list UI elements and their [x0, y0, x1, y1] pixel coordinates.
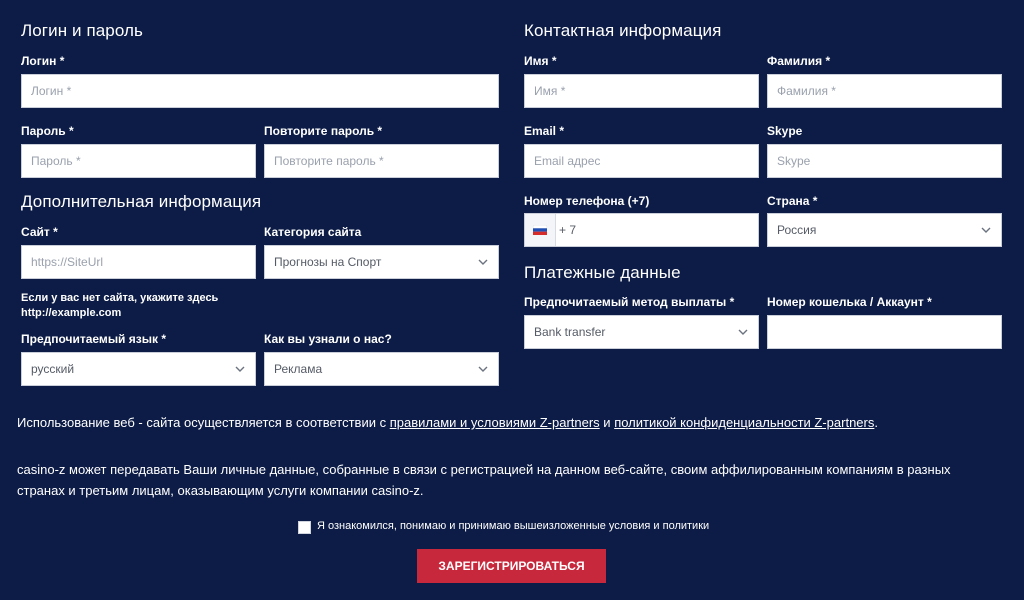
category-label: Категория сайта: [264, 225, 362, 239]
repeat-password-input[interactable]: Повторите пароль *: [264, 144, 499, 178]
terms-paragraph: [17, 412, 1007, 433]
source-label: Как вы узнали о нас?: [264, 332, 392, 346]
chevron-down-icon: [478, 246, 488, 278]
login-label: Логин *: [21, 54, 65, 68]
phone-label: Номер телефона (+7): [524, 194, 650, 208]
terms-text-3: .: [874, 415, 878, 430]
language-label: Предпочитаемый язык *: [21, 332, 166, 346]
privacy-policy-link[interactable]: политикой конфиденциальности Z-partners: [614, 415, 875, 430]
terms-rules-link[interactable]: правилами и условиями Z-partners: [389, 415, 600, 430]
first-name-label: Имя *: [524, 54, 557, 68]
chevron-down-icon: [981, 214, 991, 246]
phone-input[interactable]: [524, 213, 759, 247]
source-select[interactable]: [264, 352, 499, 386]
data-sharing-paragraph: casino-z может передавать Ваши личные данные, собранные в связи с регистрацией на данном веб-сайте, своим аффилированным компаниям в разных странах и третьим лицам, оказывающим услуги компании casino-z.: [17, 462, 951, 498]
password-input[interactable]: Пароль *: [21, 144, 256, 178]
phone-value: + 7: [559, 223, 577, 237]
payment-section-title: Платежные данные: [524, 263, 681, 282]
register-button[interactable]: ЗАРЕГИСТРИРОВАТЬСЯ: [417, 549, 606, 583]
login-input[interactable]: Логин *: [21, 74, 499, 108]
login-section-title: Логин и пароль: [21, 21, 144, 40]
first-name-input[interactable]: Имя *: [524, 74, 759, 108]
site-note-line1: Если у вас нет сайта, укажите здесь: [21, 292, 219, 304]
language-select[interactable]: [21, 352, 256, 386]
skype-input[interactable]: Skype: [767, 144, 1002, 178]
agree-label: Я ознакомился, понимаю и принимаю вышеизложенные условия и политики: [317, 520, 710, 532]
repeat-password-label: Повторите пароль *: [264, 124, 383, 138]
skype-label: Skype: [767, 124, 803, 138]
site-label: Сайт *: [21, 225, 58, 239]
chevron-down-icon: [235, 353, 245, 385]
country-label: Страна *: [767, 194, 818, 208]
terms-text-2: и: [599, 415, 615, 430]
language-value: русский: [31, 362, 75, 376]
chevron-down-icon: [738, 316, 748, 348]
last-name-label: Фамилия *: [767, 54, 831, 68]
payout-select[interactable]: [524, 315, 759, 349]
category-value: Прогнозы на Спорт: [274, 255, 382, 269]
russia-flag-icon[interactable]: [525, 214, 556, 246]
agree-checkbox[interactable]: [298, 521, 311, 534]
last-name-input[interactable]: Фамилия *: [767, 74, 1002, 108]
wallet-input[interactable]: [767, 315, 1002, 349]
contact-section-title: Контактная информация: [524, 21, 722, 40]
category-select[interactable]: [264, 245, 499, 279]
email-input[interactable]: Email адрес: [524, 144, 759, 178]
country-select[interactable]: [767, 213, 1002, 247]
payout-label: Предпочитаемый метод выплаты *: [524, 295, 735, 309]
site-input[interactable]: https://SiteUrl: [21, 245, 256, 279]
password-label: Пароль *: [21, 124, 74, 138]
site-note-line2: http://example.com: [21, 307, 122, 319]
payout-value: Bank transfer: [534, 325, 606, 339]
source-value: Реклама: [274, 362, 323, 376]
additional-section-title: Дополнительная информация: [21, 192, 262, 211]
email-label: Email *: [524, 124, 565, 138]
country-value: Россия: [777, 223, 817, 237]
terms-text-1: Использование веб - сайта осуществляется в соответствии с: [17, 415, 390, 430]
wallet-label: Номер кошелька / Аккаунт *: [767, 295, 932, 309]
chevron-down-icon: [478, 353, 488, 385]
